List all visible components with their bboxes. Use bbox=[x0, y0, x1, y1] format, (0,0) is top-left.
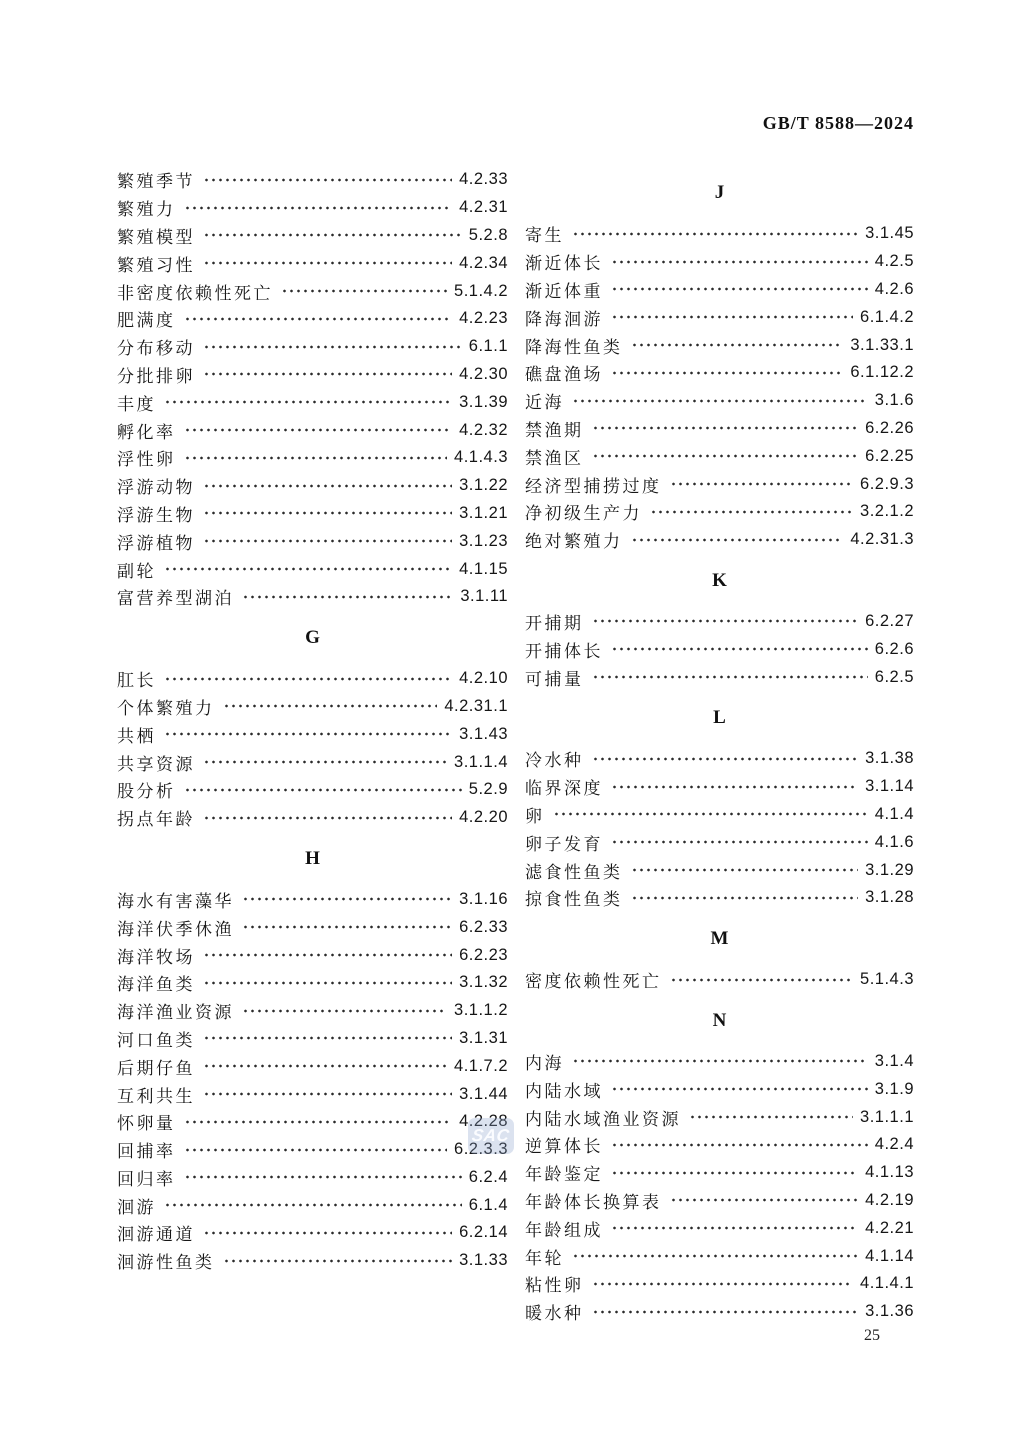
entry-term: 暖水种 bbox=[525, 1304, 584, 1324]
index-entry bbox=[117, 1108, 508, 1136]
entry-term: 逆算体长 bbox=[525, 1137, 603, 1157]
entry-term: 渐近体重 bbox=[525, 281, 603, 301]
dot-leader bbox=[592, 745, 859, 773]
index-entry bbox=[117, 804, 508, 832]
section-letter-L: L bbox=[713, 706, 726, 728]
entry-term: 洄游 bbox=[117, 1197, 156, 1217]
dot-leader bbox=[670, 1187, 859, 1215]
entry-ref: 3.1.22 bbox=[459, 476, 508, 495]
standard-number: GB/T 8588—2024 bbox=[762, 113, 914, 133]
entry-ref: 6.2.4 bbox=[468, 1167, 508, 1186]
dot-leader bbox=[572, 387, 868, 415]
dot-leader bbox=[203, 941, 452, 969]
entry-ref: 3.1.1.4 bbox=[454, 752, 508, 771]
entry-term: 海洋伏季休渔 bbox=[117, 919, 234, 939]
entry-ref: 3.1.32 bbox=[459, 973, 508, 992]
dot-leader bbox=[184, 444, 448, 472]
entry-ref: 3.1.43 bbox=[459, 724, 508, 743]
dot-leader bbox=[611, 303, 853, 331]
entry-ref: 4.2.20 bbox=[459, 808, 508, 827]
index-entry bbox=[117, 305, 508, 333]
entry-ref: 3.1.14 bbox=[865, 777, 914, 796]
sac-watermark-text: SAC bbox=[471, 1126, 512, 1145]
index-entry bbox=[525, 663, 914, 691]
index-entry bbox=[525, 1159, 914, 1187]
entry-ref: 4.1.15 bbox=[459, 559, 508, 578]
index-entry bbox=[525, 442, 914, 470]
entry-ref: 4.2.31.1 bbox=[444, 696, 508, 715]
index-entry bbox=[117, 665, 508, 693]
index-entry bbox=[117, 583, 508, 611]
entry-term: 繁殖模型 bbox=[117, 227, 195, 247]
entry-ref: 3.1.31 bbox=[459, 1028, 508, 1047]
entry-ref: 3.1.39 bbox=[459, 392, 508, 411]
dot-leader bbox=[611, 635, 868, 663]
dot-leader bbox=[164, 1191, 462, 1219]
index-entry bbox=[117, 527, 508, 555]
entry-term: 年龄体长换算表 bbox=[525, 1192, 662, 1212]
entry-ref: 4.2.34 bbox=[459, 253, 508, 272]
entry-term: 回归率 bbox=[117, 1169, 176, 1189]
entry-term: 降海性鱼类 bbox=[525, 337, 623, 357]
entry-term: 共享资源 bbox=[117, 754, 195, 774]
index-column-left bbox=[117, 166, 508, 1326]
entry-term: 内陆水域 bbox=[525, 1081, 603, 1101]
index-entry bbox=[525, 966, 914, 994]
dot-leader bbox=[553, 801, 868, 829]
entry-ref: 3.1.33 bbox=[459, 1251, 508, 1270]
index-entry bbox=[117, 222, 508, 250]
entry-term: 冷水种 bbox=[525, 751, 584, 771]
entry-term: 肥满度 bbox=[117, 311, 176, 331]
entry-term: 非密度依赖性死亡 bbox=[117, 283, 273, 303]
index-entry bbox=[525, 1131, 914, 1159]
entry-ref: 4.1.4.1 bbox=[860, 1274, 914, 1293]
dot-leader bbox=[164, 665, 452, 693]
entry-ref: 4.2.5 bbox=[874, 252, 914, 271]
sac-watermark-logo bbox=[468, 1118, 514, 1154]
entry-ref: 4.1.7.2 bbox=[454, 1056, 508, 1075]
entry-ref: 3.1.28 bbox=[865, 888, 914, 907]
entry-ref: 4.2.28 bbox=[459, 1112, 508, 1131]
dot-leader bbox=[592, 663, 868, 691]
index-entry bbox=[117, 555, 508, 583]
dot-leader bbox=[670, 470, 854, 498]
dot-leader bbox=[631, 526, 844, 554]
dot-leader bbox=[611, 359, 843, 387]
entry-ref: 3.1.29 bbox=[865, 860, 914, 879]
entry-term: 卵 bbox=[525, 806, 545, 826]
entry-ref: 6.2.26 bbox=[865, 418, 914, 437]
entry-term: 浮性卵 bbox=[117, 450, 176, 470]
index-entry bbox=[117, 969, 508, 997]
index-entry bbox=[525, 303, 914, 331]
dot-leader bbox=[223, 1247, 453, 1275]
entry-ref: 3.1.44 bbox=[459, 1084, 508, 1103]
dot-leader bbox=[611, 1131, 868, 1159]
index-entry bbox=[117, 444, 508, 472]
index-entry bbox=[525, 856, 914, 884]
entry-term: 净初级生产力 bbox=[525, 504, 642, 524]
index-entry bbox=[525, 498, 914, 526]
dot-leader bbox=[203, 333, 462, 361]
dot-leader bbox=[184, 776, 462, 804]
entry-term: 经济型捕捞过度 bbox=[525, 476, 662, 496]
index-entry bbox=[117, 997, 508, 1025]
entry-ref: 4.2.21 bbox=[865, 1218, 914, 1237]
entry-ref: 4.2.4 bbox=[874, 1135, 914, 1154]
entry-term: 河口鱼类 bbox=[117, 1030, 195, 1050]
entry-ref: 4.2.32 bbox=[459, 420, 508, 439]
index-entry bbox=[525, 745, 914, 773]
entry-ref: 4.1.14 bbox=[865, 1246, 914, 1265]
dot-leader bbox=[572, 1048, 868, 1076]
entry-ref: 4.2.33 bbox=[459, 170, 508, 189]
index-entry bbox=[117, 472, 508, 500]
dot-leader bbox=[611, 1159, 858, 1187]
index-entry bbox=[525, 1242, 914, 1270]
entry-ref: 3.1.23 bbox=[459, 531, 508, 550]
entry-ref: 6.2.6 bbox=[874, 639, 914, 658]
entry-ref: 6.2.23 bbox=[459, 945, 508, 964]
entry-term: 内陆水域渔业资源 bbox=[525, 1109, 681, 1129]
index-entry bbox=[525, 801, 914, 829]
entry-ref: 5.2.9 bbox=[468, 780, 508, 799]
dot-leader bbox=[203, 1025, 452, 1053]
index-entry bbox=[525, 828, 914, 856]
entry-ref: 6.1.1 bbox=[468, 337, 508, 356]
dot-leader bbox=[203, 527, 452, 555]
entry-ref: 6.1.4.2 bbox=[860, 307, 914, 326]
dot-leader bbox=[203, 500, 452, 528]
entry-ref: 3.1.16 bbox=[459, 889, 508, 908]
dot-leader bbox=[203, 249, 452, 277]
entry-ref: 6.1.4 bbox=[468, 1195, 508, 1214]
dot-leader bbox=[184, 1164, 462, 1192]
dot-leader bbox=[631, 884, 859, 912]
entry-term: 后期仔鱼 bbox=[117, 1058, 195, 1078]
entry-ref: 3.1.21 bbox=[459, 503, 508, 522]
entry-term: 繁殖习性 bbox=[117, 255, 195, 275]
index-entry bbox=[117, 776, 508, 804]
dot-leader bbox=[611, 276, 868, 304]
index-entry bbox=[117, 886, 508, 914]
dot-leader bbox=[611, 773, 858, 801]
entry-ref: 4.2.6 bbox=[874, 279, 914, 298]
entry-ref: 5.1.4.3 bbox=[860, 970, 914, 989]
index-entry bbox=[117, 1164, 508, 1192]
dot-leader bbox=[203, 222, 462, 250]
dot-leader bbox=[164, 720, 452, 748]
index-entry bbox=[525, 526, 914, 554]
index-entry bbox=[525, 1075, 914, 1103]
index-entry bbox=[117, 941, 508, 969]
entry-ref: 6.2.5 bbox=[874, 667, 914, 686]
index-entry bbox=[117, 416, 508, 444]
section-letter-G: G bbox=[305, 626, 320, 648]
dot-leader bbox=[203, 1219, 452, 1247]
entry-term: 孵化率 bbox=[117, 422, 176, 442]
index-entry bbox=[117, 1247, 508, 1275]
entry-term: 浮游生物 bbox=[117, 505, 195, 525]
dot-leader bbox=[611, 248, 868, 276]
index-entry bbox=[117, 361, 508, 389]
entry-term: 分批排卵 bbox=[117, 366, 195, 386]
entry-term: 富营养型湖泊 bbox=[117, 589, 234, 609]
section-letter-H: H bbox=[305, 847, 320, 869]
index-entry bbox=[525, 220, 914, 248]
index-entry bbox=[525, 470, 914, 498]
dot-leader bbox=[242, 913, 452, 941]
index-entry bbox=[117, 748, 508, 776]
entry-term: 降海洄游 bbox=[525, 309, 603, 329]
dot-leader bbox=[670, 966, 854, 994]
entry-term: 渐近体长 bbox=[525, 254, 603, 274]
entry-term: 副轮 bbox=[117, 561, 156, 581]
entry-term: 掠食性鱼类 bbox=[525, 890, 623, 910]
entry-ref: 4.1.4 bbox=[874, 804, 914, 823]
index-entry bbox=[525, 248, 914, 276]
index-entry bbox=[525, 1103, 914, 1131]
dot-leader bbox=[203, 969, 452, 997]
entry-ref: 3.1.9 bbox=[874, 1079, 914, 1098]
index-entry bbox=[525, 1187, 914, 1215]
dot-leader bbox=[242, 886, 452, 914]
entry-term: 绝对繁殖力 bbox=[525, 532, 623, 552]
entry-ref: 6.2.25 bbox=[865, 446, 914, 465]
dot-leader bbox=[592, 442, 859, 470]
dot-leader bbox=[592, 1298, 859, 1326]
entry-term: 怀卵量 bbox=[117, 1114, 176, 1134]
entry-term: 可捕量 bbox=[525, 669, 584, 689]
page-number: 25 bbox=[864, 1327, 880, 1344]
entry-term: 近海 bbox=[525, 393, 564, 413]
index-entry bbox=[525, 1270, 914, 1298]
index-entry bbox=[525, 415, 914, 443]
dot-leader bbox=[242, 997, 447, 1025]
entry-term: 内海 bbox=[525, 1053, 564, 1073]
dot-leader bbox=[242, 583, 453, 611]
entry-term: 互利共生 bbox=[117, 1086, 195, 1106]
dot-leader bbox=[184, 1108, 453, 1136]
dot-leader bbox=[164, 388, 452, 416]
index-entry bbox=[117, 388, 508, 416]
entry-ref: 4.2.31 bbox=[459, 198, 508, 217]
entry-ref: 6.2.27 bbox=[865, 611, 914, 630]
index-entry bbox=[117, 720, 508, 748]
section-letter-J: J bbox=[714, 182, 725, 203]
entry-term: 繁殖季节 bbox=[117, 172, 195, 192]
index-entry bbox=[525, 884, 914, 912]
dot-leader bbox=[592, 1270, 854, 1298]
dot-leader bbox=[184, 305, 453, 333]
index-entry bbox=[117, 1219, 508, 1247]
index-entry bbox=[117, 693, 508, 721]
entry-ref: 3.1.4 bbox=[874, 1051, 914, 1070]
entry-ref: 4.2.19 bbox=[865, 1190, 914, 1209]
index-column-right bbox=[525, 166, 914, 1326]
dot-leader bbox=[611, 828, 868, 856]
dot-leader bbox=[223, 693, 438, 721]
dot-leader bbox=[184, 194, 453, 222]
dot-leader bbox=[572, 220, 858, 248]
entry-term: 海洋牧场 bbox=[117, 947, 195, 967]
index-entry bbox=[525, 359, 914, 387]
entry-term: 年龄组成 bbox=[525, 1220, 603, 1240]
entry-ref: 3.2.1.2 bbox=[860, 502, 914, 521]
index-entry bbox=[525, 276, 914, 304]
dot-leader bbox=[164, 555, 452, 583]
dot-leader bbox=[203, 1052, 447, 1080]
entry-term: 年轮 bbox=[525, 1248, 564, 1268]
entry-term: 开捕期 bbox=[525, 613, 584, 633]
entry-term: 分布移动 bbox=[117, 339, 195, 359]
entry-term: 丰度 bbox=[117, 394, 156, 414]
entry-term: 密度依赖性死亡 bbox=[525, 972, 662, 992]
index-entry bbox=[525, 1298, 914, 1326]
entry-ref: 4.2.30 bbox=[459, 364, 508, 383]
dot-leader bbox=[203, 472, 452, 500]
index-entry bbox=[117, 194, 508, 222]
index-entry bbox=[525, 608, 914, 636]
entry-ref: 6.2.9.3 bbox=[860, 474, 914, 493]
entry-ref: 3.1.45 bbox=[865, 224, 914, 243]
index-entry bbox=[117, 913, 508, 941]
index-columns bbox=[117, 166, 914, 1326]
entry-term: 共栖 bbox=[117, 726, 156, 746]
entry-ref: 4.2.23 bbox=[459, 309, 508, 328]
dot-leader bbox=[592, 608, 859, 636]
entry-ref: 3.1.36 bbox=[865, 1302, 914, 1321]
index-entry bbox=[117, 277, 508, 305]
index-entry bbox=[117, 1052, 508, 1080]
index-entry bbox=[525, 1214, 914, 1242]
entry-term: 开捕体长 bbox=[525, 641, 603, 661]
section-letter-K: K bbox=[712, 569, 727, 591]
entry-ref: 4.1.13 bbox=[865, 1163, 914, 1182]
entry-ref: 3.1.33.1 bbox=[850, 335, 914, 354]
index-entry bbox=[525, 1048, 914, 1076]
entry-term: 拐点年龄 bbox=[117, 810, 195, 830]
entry-ref: 3.1.11 bbox=[460, 587, 508, 606]
dot-leader bbox=[689, 1103, 853, 1131]
entry-ref: 6.1.12.2 bbox=[850, 363, 914, 382]
entry-term: 年龄鉴定 bbox=[525, 1165, 603, 1185]
index-entry bbox=[117, 166, 508, 194]
entry-term: 肛长 bbox=[117, 671, 156, 691]
index-entry bbox=[117, 1025, 508, 1053]
dot-leader bbox=[611, 1075, 868, 1103]
entry-term: 海洋渔业资源 bbox=[117, 1003, 234, 1023]
entry-term: 礁盘渔场 bbox=[525, 365, 603, 385]
entry-ref: 4.1.4.3 bbox=[454, 448, 508, 467]
entry-term: 浮游动物 bbox=[117, 478, 195, 498]
entry-term: 回捕率 bbox=[117, 1142, 176, 1162]
dot-leader bbox=[184, 1136, 448, 1164]
section-letter-N: N bbox=[712, 1009, 727, 1031]
entry-term: 个体繁殖力 bbox=[117, 698, 215, 718]
index-entry bbox=[117, 1191, 508, 1219]
index-entry bbox=[117, 1136, 508, 1164]
entry-ref: 3.1.6 bbox=[874, 391, 914, 410]
index-entry bbox=[117, 333, 508, 361]
entry-ref: 3.1.1.2 bbox=[454, 1001, 508, 1020]
dot-leader bbox=[203, 166, 452, 194]
entry-ref: 3.1.38 bbox=[865, 749, 914, 768]
dot-leader bbox=[631, 331, 844, 359]
index-entry bbox=[525, 387, 914, 415]
entry-ref: 6.2.14 bbox=[459, 1223, 508, 1242]
entry-ref: 5.1.4.2 bbox=[454, 281, 508, 300]
entry-ref: 3.1.1.1 bbox=[860, 1107, 914, 1126]
entry-term: 海洋鱼类 bbox=[117, 975, 195, 995]
dot-leader bbox=[650, 498, 853, 526]
entry-ref: 4.2.31.3 bbox=[850, 530, 914, 549]
dot-leader bbox=[572, 1242, 858, 1270]
entry-term: 禁渔期 bbox=[525, 420, 584, 440]
dot-leader bbox=[203, 804, 452, 832]
index-entry bbox=[117, 1080, 508, 1108]
dot-leader bbox=[184, 416, 453, 444]
dot-leader bbox=[203, 361, 452, 389]
entry-ref: 6.2.33 bbox=[459, 917, 508, 936]
entry-term: 寄生 bbox=[525, 226, 564, 246]
entry-ref: 6.2.3.3 bbox=[454, 1140, 508, 1159]
entry-ref: 5.2.8 bbox=[468, 225, 508, 244]
entry-term: 洄游性鱼类 bbox=[117, 1253, 215, 1273]
dot-leader bbox=[611, 1214, 858, 1242]
entry-ref: 4.1.6 bbox=[874, 832, 914, 851]
dot-leader bbox=[592, 415, 859, 443]
entry-term: 洄游通道 bbox=[117, 1225, 195, 1245]
section-letter-M: M bbox=[710, 927, 729, 949]
entry-term: 卵子发育 bbox=[525, 834, 603, 854]
entry-term: 股分析 bbox=[117, 782, 176, 802]
dot-leader bbox=[203, 748, 447, 776]
index-entry bbox=[525, 773, 914, 801]
entry-term: 临界深度 bbox=[525, 779, 603, 799]
index-entry bbox=[117, 500, 508, 528]
entry-term: 海水有害藻华 bbox=[117, 891, 234, 911]
index-entry bbox=[525, 635, 914, 663]
entry-term: 繁殖力 bbox=[117, 200, 176, 220]
dot-leader bbox=[281, 277, 447, 305]
entry-term: 浮游植物 bbox=[117, 533, 195, 553]
dot-leader bbox=[631, 856, 859, 884]
index-entry bbox=[117, 249, 508, 277]
entry-ref: 4.2.10 bbox=[459, 669, 508, 688]
entry-term: 粘性卵 bbox=[525, 1276, 584, 1296]
index-entry bbox=[525, 331, 914, 359]
entry-term: 禁渔区 bbox=[525, 448, 584, 468]
entry-term: 滤食性鱼类 bbox=[525, 862, 623, 882]
dot-leader bbox=[203, 1080, 452, 1108]
